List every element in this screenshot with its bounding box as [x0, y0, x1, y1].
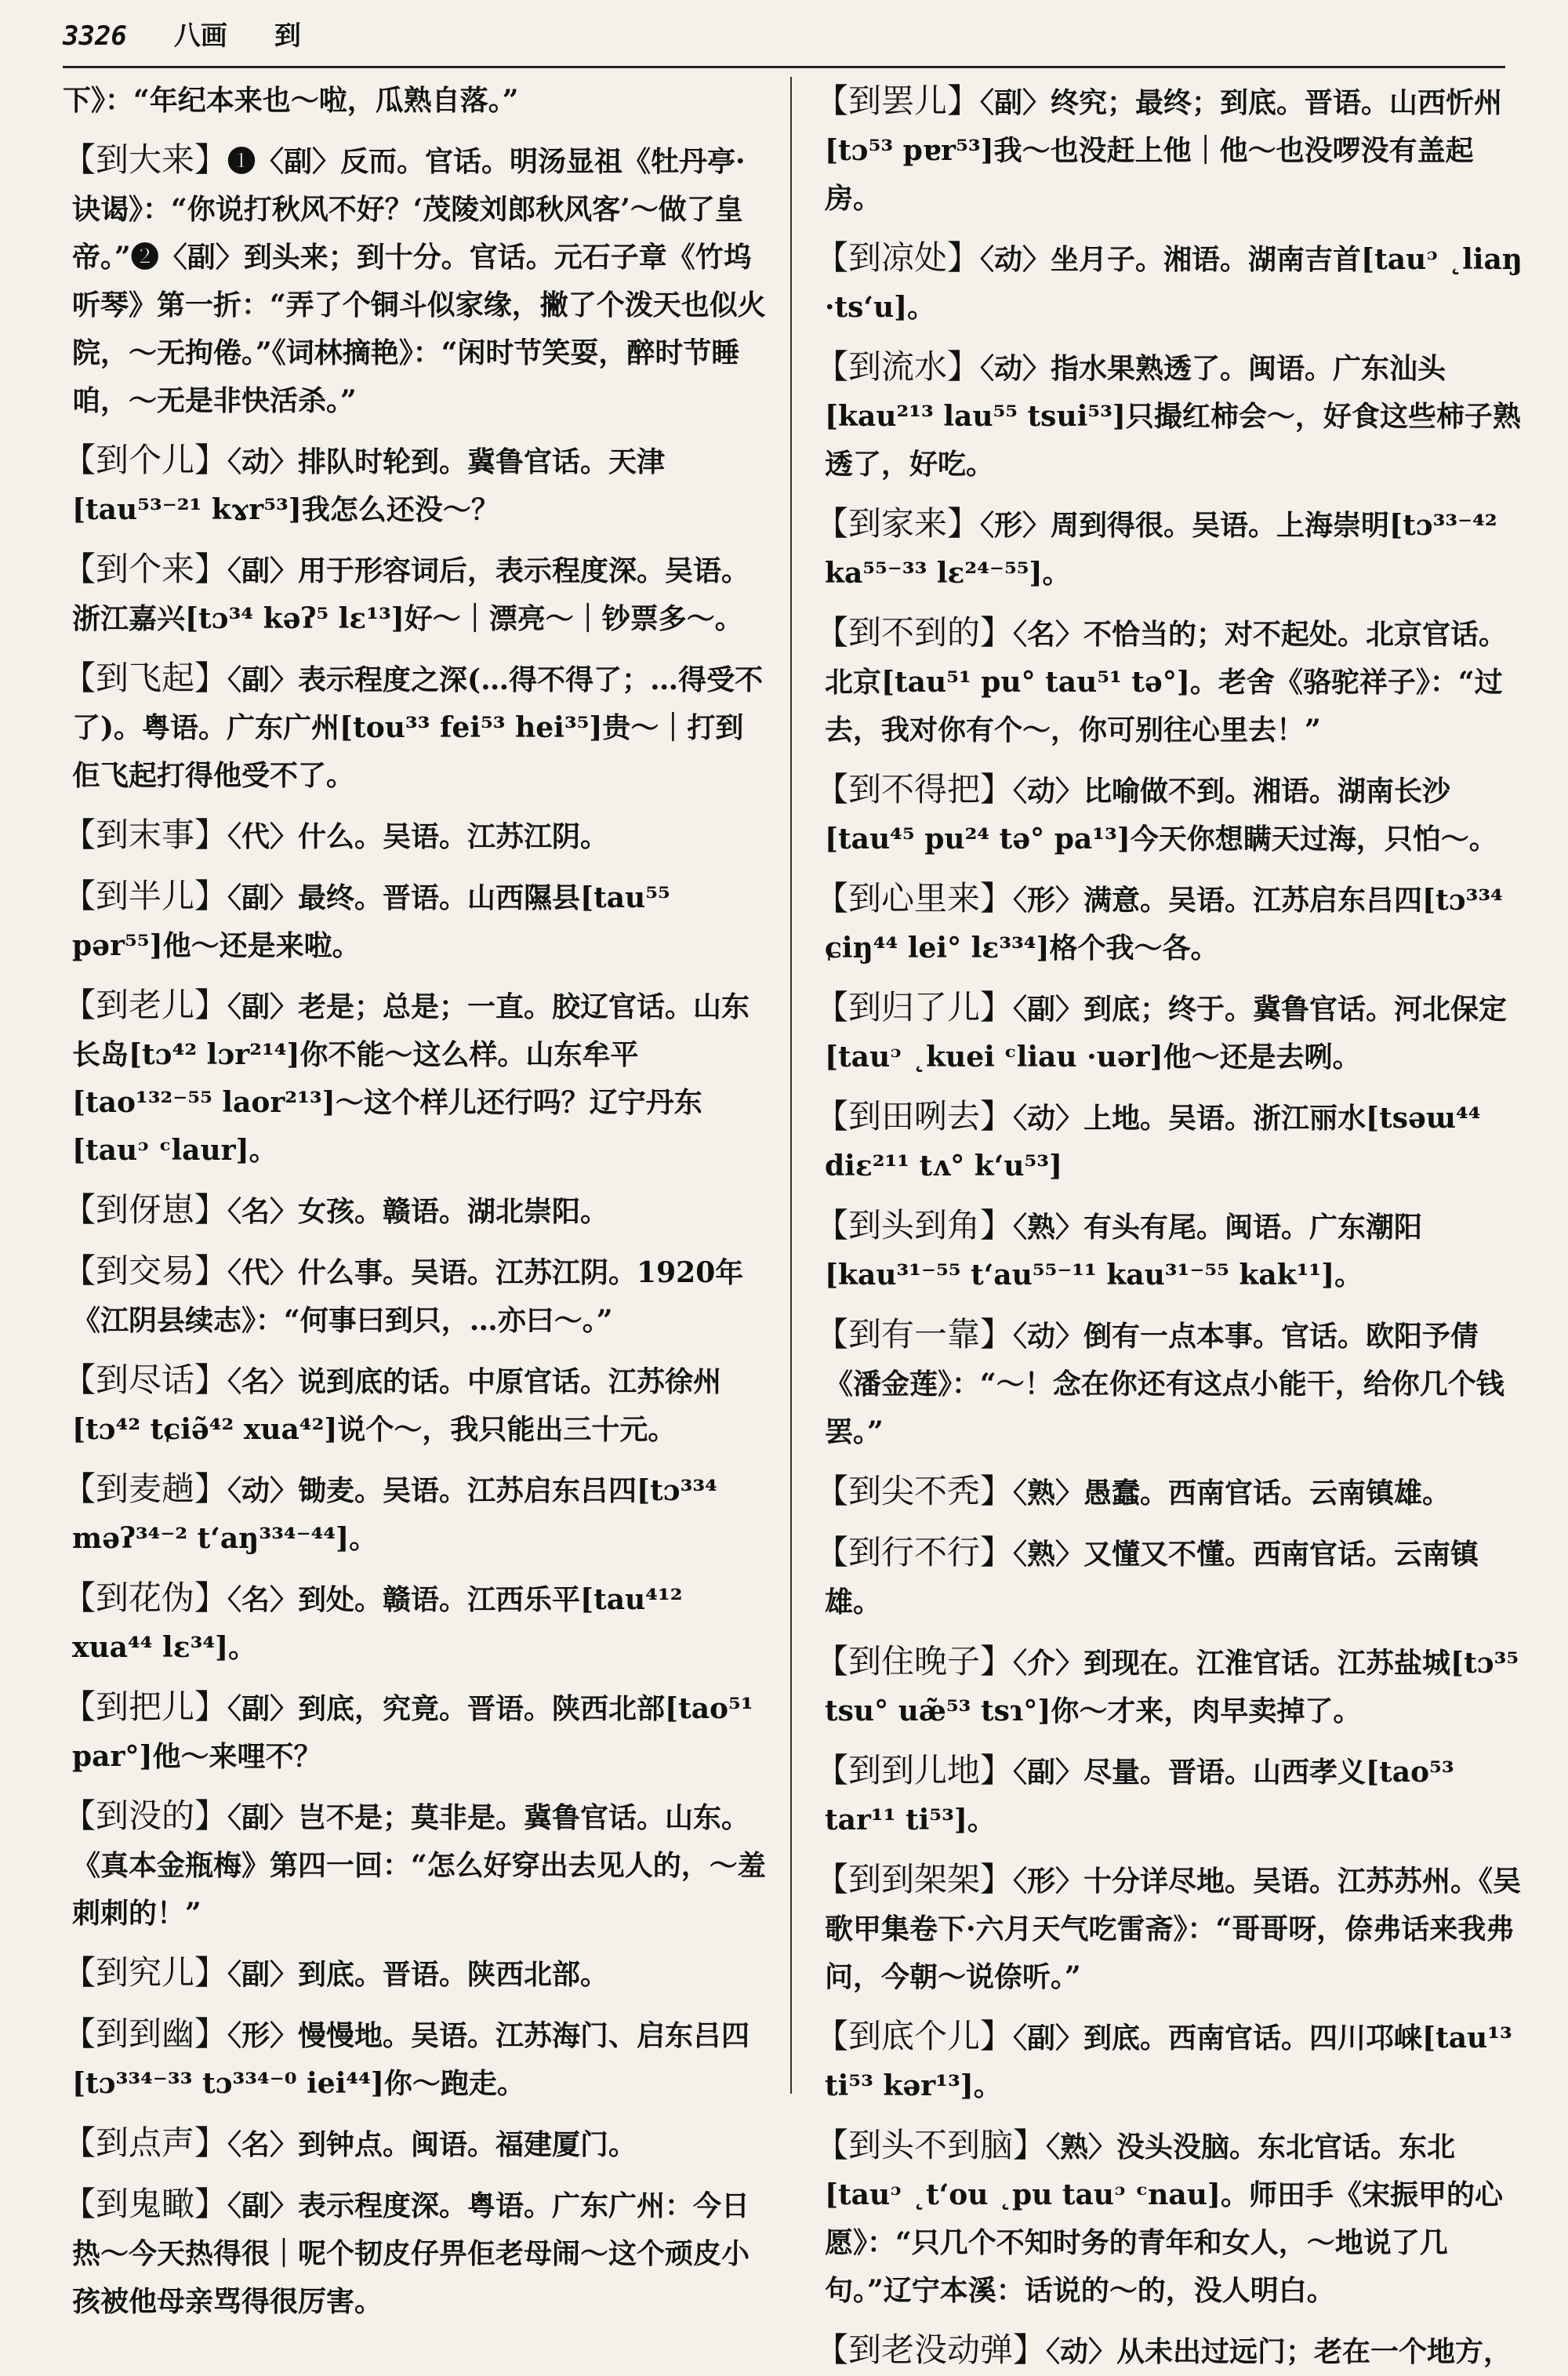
headword-text: 到末事: [96, 816, 195, 854]
entry-definition: 〈副〉到底。西南官话。四川邛崃[tau¹³ ti⁵³ kər¹³]。: [825, 2022, 1512, 2102]
entry-definition: 〈副〉表示程度之深(…得不得了；…得受不了)。粤语。广东广州[tou³³ fei⁵³ hei³⁵]贵～｜打到佢飞起打得他受不了。: [72, 663, 764, 792]
dictionary-entry: [815, 874, 1529, 972]
dictionary-entry: [815, 1467, 1529, 1517]
headword-text: 到鬼瞰: [96, 2185, 195, 2223]
entry-definition: 〈副〉到底；终于。冀鲁官话。河北保定[tauᵓ ˛kuei ᶜliau ·uər]他～还是去咧。: [825, 993, 1508, 1074]
entry-definition: 〈动〉比喻做不到。湘语。湖南长沙[tau⁴⁵ pu²⁴ tə° pa¹³]今天你想瞒天过海，只怕～。: [825, 775, 1497, 856]
entry-headword: 【到头到角】: [815, 1206, 1014, 1244]
entry-headword: 【到田咧去】: [815, 1097, 1014, 1135]
entry-headword: 【到行不行】: [815, 1533, 1014, 1571]
entry-headword: 【到花伪】: [63, 1579, 228, 1617]
entry-headword: 【到伢崽】: [63, 1190, 228, 1229]
entry-headword: 【到不到的】: [815, 613, 1014, 652]
entry-headword: 【到住晚子】: [815, 1642, 1014, 1680]
entry-headword: 【到个来】: [63, 550, 228, 588]
headword-text: 到把儿: [96, 1688, 195, 1726]
headword-text: 到花伪: [96, 1579, 195, 1617]
entry-definition: 〈副〉用于形容词后，表示程度深。吴语。浙江嘉兴[tɔ³⁴ kəʔ⁵ lɛ¹³]好～｜漂亮～｜钞票多～。: [72, 554, 750, 635]
entry-definition: 〈动〉倒有一点本事。官话。欧阳予倩《潘金莲》：“～！念在你还有这点小能干，给你几个钱罢。”: [825, 1320, 1504, 1448]
right-column: [815, 77, 1529, 2369]
entry-headword: 【到没的】: [63, 1797, 228, 1835]
dictionary-entry: [63, 1465, 768, 1563]
headword-text: 到没的: [96, 1797, 195, 1835]
dictionary-entry: [63, 2180, 768, 2326]
headword-text: 到凉处: [848, 238, 948, 277]
entry-definition: 〈名〉不恰当的；对不起处。北京官话。北京[tau⁵¹ pu° tau⁵¹ tə°]。老舍《骆驼祥子》：“过去，我对你有个～，你可别往心里去！”: [825, 618, 1508, 747]
entry-headword: 【到到幽】: [63, 2015, 228, 2053]
headword-text: 到归了儿: [848, 988, 981, 1026]
entry-headword: 【到尖不秃】: [815, 1472, 1014, 1510]
entry-definition: 〈动〉指水果熟透了。闽语。广东汕头[kau²¹³ lau⁵⁵ tsui⁵³]只撮红柿会～，好食这些柿子熟透了，好吃。: [825, 352, 1521, 481]
entry-definition: 〈动〉锄麦。吴语。江苏启东吕四[tɔ³³⁴ məʔ³⁴⁻² tʻaŋ³³⁴⁻⁴⁴]。: [72, 1474, 717, 1555]
dictionary-entry: [815, 1201, 1529, 1299]
entry-definition: 〈熟〉又懂又不懂。西南官话。云南镇雄。: [825, 1538, 1479, 1619]
entry-headword: 【到老儿】: [63, 986, 228, 1024]
headword-text: 到究儿: [96, 1953, 195, 1992]
entry-definition: 〈动〉排队时轮到。冀鲁官话。天津[tau⁵³⁻²¹ kɤr⁵³]我怎么还没～？: [72, 445, 666, 526]
entry-definition: 〈形〉慢慢地。吴语。江苏海门、启东吕四[tɔ³³⁴⁻³³ tɔ³³⁴⁻⁰ iei⁴⁴]你～跑走。: [72, 2019, 750, 2100]
entry-headword: 【到到儿地】: [815, 1751, 1014, 1789]
entry-definition: 〈名〉说到底的话。中原官话。江苏徐州[tɔ⁴² tɕiə̃⁴² xua⁴²]说个～，我只能出三十元。: [72, 1365, 722, 1446]
entry-headword: 【到鬼瞰】: [63, 2185, 228, 2223]
entry-definition: 〈副〉到底。晋语。陕西北部。: [227, 1958, 609, 1991]
dictionary-entry: [63, 1792, 768, 1938]
dictionary-entry: [815, 2326, 1529, 2376]
entry-definition: 〈副〉尽量。晋语。山西孝义[tao⁵³ tar¹¹ ti⁵³]。: [825, 1756, 1454, 1836]
dictionary-entry: [815, 1310, 1529, 1456]
dictionary-entry: [63, 811, 768, 861]
entry-definition: 〈副〉最终。晋语。山西隰县[tau⁵⁵ pər⁵⁵]他～还是来啦。: [72, 881, 670, 962]
headword-text: 到住晚子: [848, 1642, 981, 1680]
headword-text: 到到幽: [96, 2015, 195, 2053]
entry-definition: 〈形〉十分详尽地。吴语。江苏苏州。《吴歌甲集卷下·六月天气吃雷斋》：“哥哥呀，倷弗话来我弗问，今朝～说倷听。”: [825, 1865, 1522, 1993]
entry-headword: 【到麦趟】: [63, 1470, 228, 1508]
entry-definition: 〈副〉老是；总是；一直。胶辽官话。山东长岛[tɔ⁴² lɔr²¹⁴]你不能～这么样。山东牟平[tao¹³²⁻⁵⁵ laor²¹³]～这个样儿还行吗？辽宁丹东[tauᵓ ᶜlaur]。: [72, 990, 750, 1167]
dictionary-entry: [815, 609, 1529, 754]
dictionary-entry: [815, 77, 1529, 223]
headword-text: 到个来: [96, 550, 195, 588]
dictionary-entry: [815, 500, 1529, 598]
entry-headword: 【到交易】: [63, 1252, 228, 1290]
entry-headword: 【到把儿】: [63, 1688, 228, 1726]
headword-text: 到到儿地: [848, 1751, 981, 1789]
headword-text: 到不得把: [848, 770, 981, 808]
entry-headword: 【到底个儿】: [815, 2017, 1014, 2055]
entry-definition: 下》：“年纪本来也～啦，瓜熟自落。”: [63, 84, 519, 117]
headword-text: 到有一靠: [848, 1315, 981, 1353]
entry-definition: 〈副〉到底，究竟。晋语。陕西北部[tao⁵¹ par°]他～来哩不？: [72, 1692, 753, 1773]
entry-headword: 【到末事】: [63, 816, 228, 854]
entry-headword: 【到罢儿】: [815, 82, 981, 120]
left-column: [63, 77, 768, 2318]
entry-definition: 〈名〉到处。赣语。江西乐平[tau⁴¹² xua⁴⁴ lɛ³⁴]。: [72, 1583, 683, 1664]
entry-headword: 【到大来】: [63, 140, 228, 179]
entry-definition: 〈副〉岂不是；莫非是。冀鲁官话。山东。《真本金瓶梅》第四一回：“怎么好穿出去见人的，～羞刺刺的！”: [72, 1801, 766, 1930]
entry-definition: 〈动〉上地。吴语。浙江丽水[tsəɯ⁴⁴ diɛ²¹¹ tʌ° kʻu⁵³]: [825, 1102, 1481, 1183]
entry-headword: 【到个儿】: [63, 441, 228, 479]
dictionary-entry: [63, 1186, 768, 1236]
entry-definition: 〈介〉到现在。江淮官话。江苏盐城[tɔ³⁵ tsu° uæ̃⁵³ tsɿ°]你～才来，肉早卖掉了。: [825, 1647, 1519, 1728]
entry-headword: 【到流水】: [815, 347, 981, 386]
dictionary-entry: [63, 872, 768, 970]
entry-definition: 〈熟〉有头有尾。闽语。广东潮阳[kau³¹⁻⁵⁵ tʻau⁵⁵⁻¹¹ kau³¹⁻⁵⁵ kak¹¹]。: [825, 1211, 1423, 1292]
headword-text: 到半儿: [96, 877, 195, 915]
entry-definition: 〈名〉到钟点。闽语。福建厦门。: [227, 2128, 637, 2161]
entry-headword: 【到有一靠】: [815, 1315, 1014, 1353]
headword-text: 到田咧去: [848, 1097, 981, 1135]
header-rule: [63, 66, 1505, 68]
dictionary-entry: [815, 1637, 1529, 1735]
entry-headword: 【到心里来】: [815, 879, 1014, 917]
page-number: 3326: [63, 20, 127, 52]
dictionary-entry: [815, 343, 1529, 489]
dictionary-entry: [63, 654, 768, 800]
headword-text: 到到架架: [848, 1860, 981, 1898]
headword-text: 到点声: [96, 2124, 195, 2162]
entry-definition: 〈形〉周到得很。吴语。上海崇明[tɔ³³⁻⁴² ka⁵⁵⁻³³ lɛ²⁴⁻⁵⁵]。: [825, 509, 1497, 590]
dictionary-entry: [815, 1528, 1529, 1626]
headword-text: 到老儿: [96, 986, 195, 1024]
entry-definition: 〈代〉什么。吴语。江苏江阴。: [227, 820, 609, 853]
dictionary-entry: [63, 2010, 768, 2108]
page-header: [63, 14, 1505, 69]
dictionary-entry: [63, 136, 768, 425]
entry-headword: 【到半儿】: [63, 877, 228, 915]
entry-headword: 【到究儿】: [63, 1953, 228, 1992]
dictionary-entry: [63, 1356, 768, 1454]
headword-text: 到交易: [96, 1252, 195, 1290]
dictionary-entry: [63, 1247, 768, 1345]
entry-headword: 【到头不到脑】: [815, 2126, 1047, 2164]
headword-text: 到家来: [848, 504, 948, 543]
headword-text: 到心里来: [848, 879, 981, 917]
headword-text: 到行不行: [848, 1533, 981, 1571]
headword-text: 到罢儿: [848, 82, 948, 120]
entry-headword: 【到不得把】: [815, 770, 1014, 808]
dictionary-entry: [63, 1949, 768, 1999]
entry-headword: 【到归了儿】: [815, 988, 1014, 1026]
entry-definition: 〈形〉满意。吴语。江苏启东吕四[tɔ³³⁴ ɕiŋ⁴⁴ lei° lɛ³³⁴]格个我～各。: [825, 884, 1503, 965]
entry-definition: 〈名〉女孩。赣语。湖北崇阳。: [227, 1195, 609, 1228]
entry-headword: 【到老没动弹】: [815, 2331, 1047, 2369]
dictionary-entry: [63, 436, 768, 534]
headword-text: 到尽话: [96, 1361, 195, 1399]
dictionary-entry: [815, 2121, 1529, 2315]
entry-definition: 〈副〉终究；最终；到底。晋语。山西忻州[tɔ⁵³ pɐr⁵³]我～也没赶上他｜他～也没啰没有盖起房。: [825, 86, 1503, 215]
dictionary-entry: [63, 1683, 768, 1781]
section-label: 八画: [173, 20, 227, 52]
headword-text: 到麦趟: [96, 1470, 195, 1508]
dictionary-entry: [815, 983, 1529, 1081]
dictionary-entry: [63, 981, 768, 1175]
headword-text: 到不到的: [848, 613, 981, 652]
dictionary-entry: [815, 1855, 1529, 2001]
entry-headword: 【到到架架】: [815, 1860, 1014, 1898]
entry-definition: 〈副〉表示程度深。粤语。广东广州：今日热～今天热得很｜呢个韧皮仔畀佢老母闹～这个顽皮小孩被他母亲骂得很厉害。: [72, 2189, 750, 2318]
headword-text: 到流水: [848, 347, 948, 386]
headword-text: 到头不到脑: [848, 2126, 1014, 2164]
entry-headword: 【到点声】: [63, 2124, 228, 2162]
entry-headword: 【到凉处】: [815, 238, 981, 277]
dictionary-entry: [815, 1746, 1529, 1844]
headword-text: 到大来: [96, 140, 195, 179]
dictionary-entry: [815, 2012, 1529, 2110]
headword-text: 到尖不秃: [848, 1472, 981, 1510]
entry-headword: 【到家来】: [815, 504, 981, 543]
headword-text: 到伢崽: [96, 1190, 195, 1229]
entry-definition: 〈动〉从未出过远门；老在一个地方，: [1046, 2335, 1512, 2368]
headword-text: 到个儿: [96, 441, 195, 479]
entry-headword: 【到飞起】: [63, 659, 228, 697]
headword-text: 到头到角: [848, 1206, 981, 1244]
dictionary-entry: [815, 765, 1529, 863]
entry-definition: 〈熟〉愚蠢。西南官话。云南镇雄。: [1013, 1477, 1451, 1510]
entry-definition: 〈动〉坐月子。湘语。湖南吉首[tauᵓ ˛liaŋ ·tsʻu]。: [825, 243, 1523, 324]
entry-headword: 【到尽话】: [63, 1361, 228, 1399]
headword-text: 到老没动弹: [848, 2331, 1014, 2369]
header-char: 到: [274, 20, 301, 52]
dictionary-entry: [63, 77, 768, 125]
column-divider: [790, 77, 792, 2094]
headword-text: 到飞起: [96, 659, 195, 697]
dictionary-entry: [63, 1574, 768, 1672]
dictionary-entry: [63, 2119, 768, 2169]
dictionary-entry: [815, 234, 1529, 332]
dictionary-entry: [815, 1092, 1529, 1190]
dictionary-entry: [63, 545, 768, 643]
entry-definition: 〈熟〉没头没脑。东北官话。东北[tauᵓ ˛tʻou ˛pu tauᵓ ᶜnau]。师田手《宋振甲的心愿》：“只几个不知时务的青年和女人，～地说了几句。”辽宁本溪：话说的～的，没人明白。: [825, 2131, 1503, 2307]
entry-definition: ❶〈副〉反而。官话。明汤显祖《牡丹亭·诀谒》：“你说打秋风不好？‘茂陵刘郎秋风客’～做了皇帝。”❷〈副〉到头来；到十分。官话。元石子章《竹坞听琴》第一折：“弄了个铜斗似家缘，撇了个泼天也似火院，～无拘倦。”《词林摘艳》：“闲时节笑耍，醉时节睡咱，～无是非快活杀。”: [72, 145, 766, 417]
entry-definition: 〈代〉什么事。吴语。江苏江阴。1920年《江阴县续志》：“何事曰到只，…亦曰～。”: [72, 1256, 744, 1337]
headword-text: 到底个儿: [848, 2017, 981, 2055]
